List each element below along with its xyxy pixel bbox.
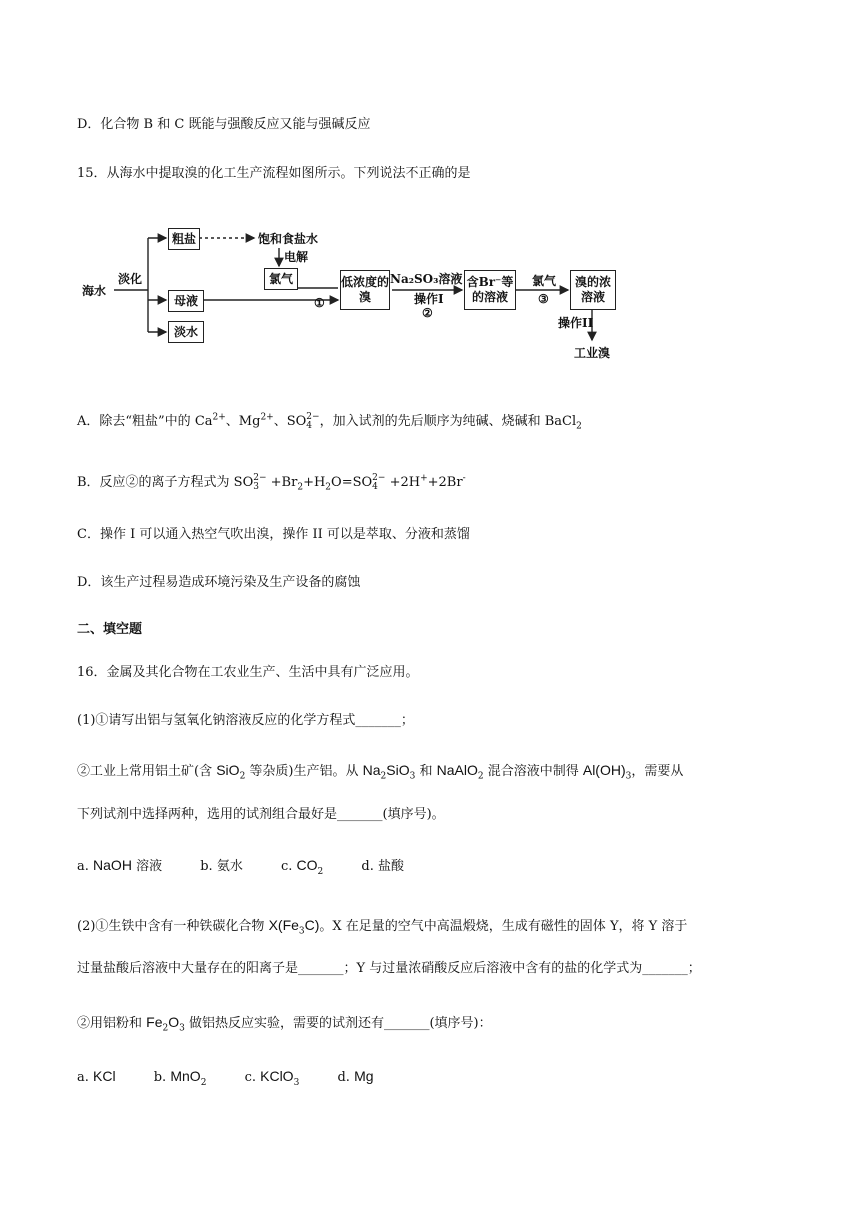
q16-part2a-line1: (2)①生铁中含有一种铁碳化合物 $X(Fe_3C)$。X 在足量的空气中高温煅烧，生成有磁性的固体 Y，将 Y 溶于 xyxy=(77,917,688,937)
q15-stem: 15．从海水中提取溴的化工生产流程如图所示。下列说法不正确的是 xyxy=(77,166,471,181)
flow-op2: 操作II xyxy=(558,316,594,330)
q16-reagents2: a. KCl b. MnO$_2$ c. KClO$_3$ d. Mg xyxy=(77,1068,374,1088)
q14-option-d: D．化合物 B 和 C 既能与强酸反应又能与强碱反应 xyxy=(77,117,371,132)
flow-electrolysis: 电解 xyxy=(284,250,309,264)
flow-step3: ③ xyxy=(538,292,549,306)
flow-chlorine2: 氯气 xyxy=(532,274,557,288)
q16-part1b-line2: 下列试剂中选择两种，选用的试剂组合最好是_______(填序号)。 xyxy=(77,807,445,822)
flow-seawater: 海水 xyxy=(82,284,107,298)
flow-chlorine-box xyxy=(264,268,298,290)
q15-option-a: A．除去“粗盐”中的 $Ca^{2+}$、$Mg^{2+}$、SO2− 4 ，加入试剂的先后顺序为纯碱、烧碱和 BaCl$_2$ xyxy=(77,411,582,432)
flow-fresh-water-box xyxy=(168,321,204,343)
q15-option-c: C．操作 I 可以通入热空气吹出溴，操作 II 可以是萃取、分液和蒸馏 xyxy=(77,527,470,542)
q16-stem: 16．金属及其化合物在工农业生产、生活中具有广泛应用。 xyxy=(77,665,419,680)
flow-fresh-water: 淡水 xyxy=(173,324,198,339)
flow-industrial-br: 工业溴 xyxy=(574,346,611,360)
flow-na2so3: Na₂SO₃溶液 xyxy=(390,272,463,286)
q16-part2a-line2: 过量盐酸后溶液中大量存在的阳离子是_______；Y 与过量浓硝酸反应后溶液中含有的盐的化学式为_______； xyxy=(77,961,701,976)
section-fill-in: 二、填空题 xyxy=(77,622,143,637)
flow-conc-br-box xyxy=(570,270,616,310)
flow-desalination: 淡化 xyxy=(118,272,143,286)
flow-mother-liquor: 母液 xyxy=(173,293,198,308)
flow-low-br-box xyxy=(340,270,390,310)
flow-chlorine: 氯气 xyxy=(268,271,293,286)
q16-reagents1: a. NaOH 溶液 b. 氨水 c. $CO_2$ d. 盐酸 xyxy=(77,857,405,877)
q15-option-d: D．该生产过程易造成环境污染及生产设备的腐蚀 xyxy=(77,575,361,590)
q16-part2b: ②用铝粉和 $Fe_2O_3$ 做铝热反应实验，需要的试剂还有_______(填序号)： xyxy=(77,1014,492,1034)
flow-step2: ② xyxy=(422,306,433,320)
flow-crude-salt: 粗盐 xyxy=(171,231,196,246)
flow-br-solution-box xyxy=(464,270,516,310)
flow-crude-salt-box xyxy=(168,228,200,250)
flow-mother-liquor-box xyxy=(168,290,204,312)
bromine-flowchart xyxy=(84,220,644,360)
flow-low-br: 低浓度的溴 xyxy=(341,275,390,304)
q15-option-b: B．反应②的离子方程式为 SO2− $3 +Br_2+H_2O=SO2-$ 4 +2H++2Br- xyxy=(77,472,466,493)
flow-br-solution: 含Br⁻等的溶液 xyxy=(466,275,514,304)
flow-op1: 操作I xyxy=(414,292,444,306)
q16-part1b-line1: ②工业上常用铝土矿(含 SiO$_2$ 等杂质)生产铝。从 $Na_2SiO_3$ 和 NaAlO$_2$ 混合溶液中制得 $Al(OH)_3$，需要从 xyxy=(77,762,684,782)
q16-part1a: (1)①请写出铝与氢氧化钠溶液反应的化学方程式_______； xyxy=(77,713,414,728)
flow-saturated-brine: 饱和食盐水 xyxy=(258,232,319,246)
flow-step1: ① xyxy=(314,296,325,310)
flow-conc-br: 溴的浓溶液 xyxy=(574,275,611,304)
